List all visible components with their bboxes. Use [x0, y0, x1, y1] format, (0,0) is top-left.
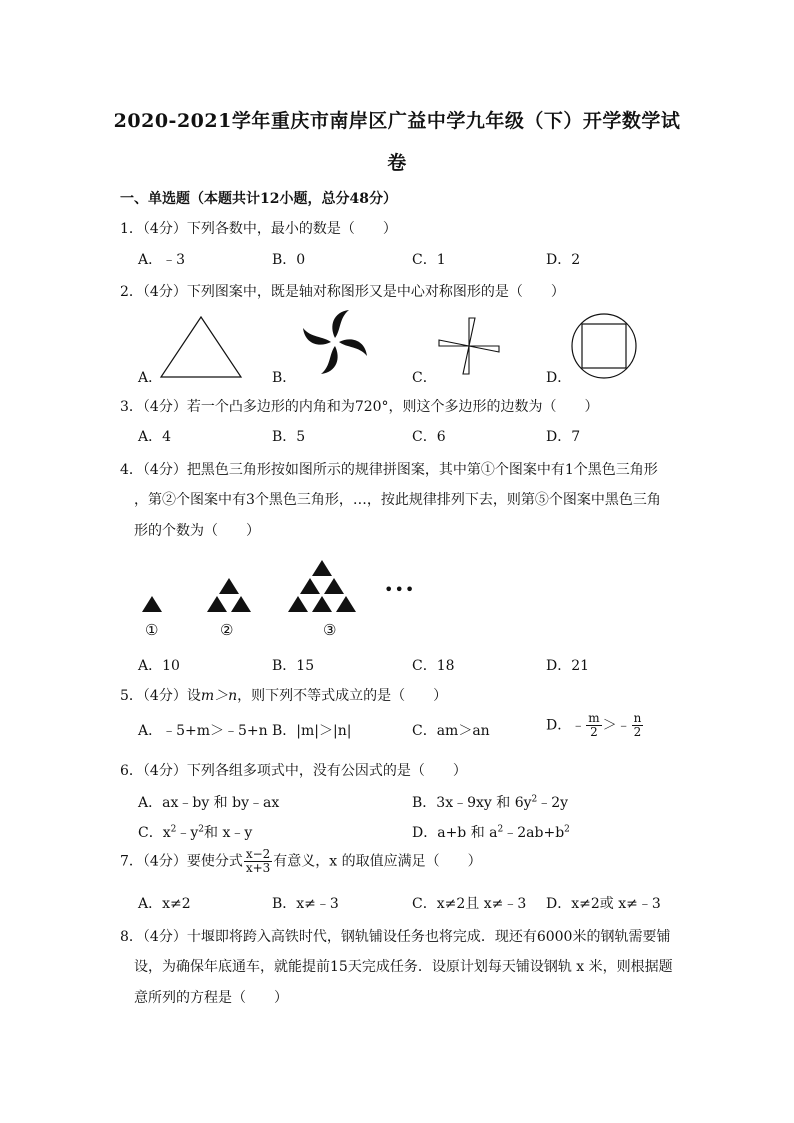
question-2-stem: 2．（4分）下列图案中，既是轴对称图形又是中心对称图形的是（ ）: [120, 284, 565, 300]
question-8-stem-line1: 8．（4分）十堰即将跨入高铁时代，钢轨铺设任务也将完成．现还有6000米的钢轨需要铺: [120, 929, 671, 945]
q5-option-a: A．﹣5+m＞﹣5+n: [138, 723, 268, 739]
q4-option-d: D．21: [546, 658, 590, 674]
q7-frac-num: x−2: [245, 847, 271, 861]
pattern-label-1: ①: [145, 621, 159, 639]
q5-d-den1: 2: [590, 725, 598, 739]
triangle-pattern-figure: [140, 574, 380, 614]
q5-option-b: B．|m|＞|n|: [272, 723, 352, 739]
ellipsis-mark: •••: [384, 580, 416, 599]
q4-option-c: C．18: [412, 658, 455, 674]
q5-d-prefix: D．﹣: [546, 717, 586, 734]
q6-option-c: [138, 822, 252, 842]
q7-stem-suffix: 有意义，x 的取值应满足（ ）: [273, 853, 482, 870]
q2-option-a: A．: [138, 370, 163, 386]
q6-d-pre: D．a+b 和 a: [412, 825, 498, 841]
question-1-stem: 1．（4分）下列各数中，最小的数是（ ）: [120, 221, 397, 237]
q2-option-c: C．: [412, 370, 437, 386]
section-heading: 一、单选题（本题共计12小题，总分48分）: [120, 191, 397, 207]
q5-d-num1: m: [588, 711, 600, 725]
q7-option-c: C．x≠2且 x≠﹣3: [412, 896, 527, 912]
question-4-stem-line2: ，第②个图案中有3个黑色三角形，…，按此规律排列下去，则第⑤个图案中黑色三角: [134, 492, 661, 508]
question-6-stem: 6．（4分）下列各组多项式中，没有公因式的是（ ）: [120, 763, 467, 779]
q3-option-b: B．5: [272, 429, 306, 445]
q1-option-c: C．1: [412, 252, 446, 268]
q6-option-a: A．ax﹣by 和 by﹣ax: [138, 795, 280, 811]
question-3-stem: 3．（4分）若一个凸多边形的内角和为720°，则这个多边形的边数为（ ）: [120, 399, 599, 415]
triangle-figure: [160, 316, 242, 378]
q4-option-b: B．15: [272, 658, 315, 674]
q3-option-c: C．6: [412, 429, 446, 445]
q6-c-sup1: 2: [170, 824, 177, 835]
q6-d-sup2: 2: [564, 824, 570, 835]
q7-stem-prefix: 7．（4分）要使分式: [120, 853, 243, 870]
q7-fraction: [244, 848, 272, 875]
windmill-figure: [436, 316, 502, 376]
q7-frac-den: x+3: [245, 861, 271, 875]
q6-c-post: 和 x﹣y: [204, 825, 253, 841]
q7-option-d: D．x≠2或 x≠﹣3: [546, 896, 661, 912]
q5-d-num2: n: [633, 711, 642, 725]
q6-b-post: ﹣2y: [537, 795, 569, 811]
q6-option-b: [412, 792, 568, 812]
exam-title-line1: 2020-2021学年重庆市南岸区广益中学九年级（下）开学数学试: [113, 110, 681, 132]
question-8-stem-line3: 意所列的方程是（ ）: [134, 990, 288, 1006]
q6-b-sup: 2: [531, 794, 538, 805]
question-4-stem-line1: 4．（4分）把黑色三角形按如图所示的规律拼图案，其中第①个图案中有1个黑色三角形: [120, 462, 658, 478]
q3-option-d: D．7: [546, 429, 581, 445]
q5-d-mid: ＞﹣: [602, 717, 631, 734]
q5-d-frac-m: [586, 712, 601, 739]
q5-option-c: C．am＞an: [412, 723, 490, 739]
pinwheel-figure: [300, 308, 370, 376]
question-5-stem: [120, 685, 447, 705]
q6-c-mid: ﹣y: [176, 825, 199, 841]
q6-b-pre: B．3x﹣9xy 和 6y: [412, 795, 532, 811]
q4-option-a: A．10: [138, 658, 180, 674]
question-4-stem-line3: 形的个数为（ ）: [134, 523, 260, 539]
question-7-stem: [120, 848, 482, 875]
q6-c-pre: C．x: [138, 825, 171, 841]
q5-d-den2: 2: [633, 725, 642, 739]
q6-d-sup1: 2: [497, 824, 504, 835]
q1-option-a: A．﹣3: [138, 252, 186, 268]
pattern-label-3: ③: [323, 621, 337, 639]
pattern-label-2: ②: [220, 621, 234, 639]
q2-option-d: D．: [546, 370, 572, 386]
q5-option-d: [546, 712, 644, 739]
q5-stem-suffix: ，则下列不等式成立的是（ ）: [237, 688, 448, 704]
q6-option-d: [412, 822, 570, 842]
q5-d-frac-n: [632, 712, 644, 739]
q1-option-d: D．2: [546, 252, 581, 268]
exam-title-line2: 卷: [387, 152, 407, 174]
q5-stem-prefix: 5．（4分）设: [120, 688, 201, 704]
q7-option-b: B．x≠﹣3: [272, 896, 339, 912]
q6-d-mid: ﹣2ab+b: [503, 825, 565, 841]
q6-c-sup2: 2: [198, 824, 204, 835]
q7-option-a: A．x≠2: [138, 896, 191, 912]
q2-option-b: B．: [272, 370, 297, 386]
circle-square-figure: [570, 312, 638, 380]
question-8-stem-line2: 设，为确保年底通车，就能提前15天完成任务．设原计划每天铺设钢轨 x 米，则根据题: [134, 959, 673, 975]
q3-option-a: A．4: [138, 429, 172, 445]
q1-option-b: B．0: [272, 252, 306, 268]
q5-stem-var: m＞n: [200, 688, 238, 704]
